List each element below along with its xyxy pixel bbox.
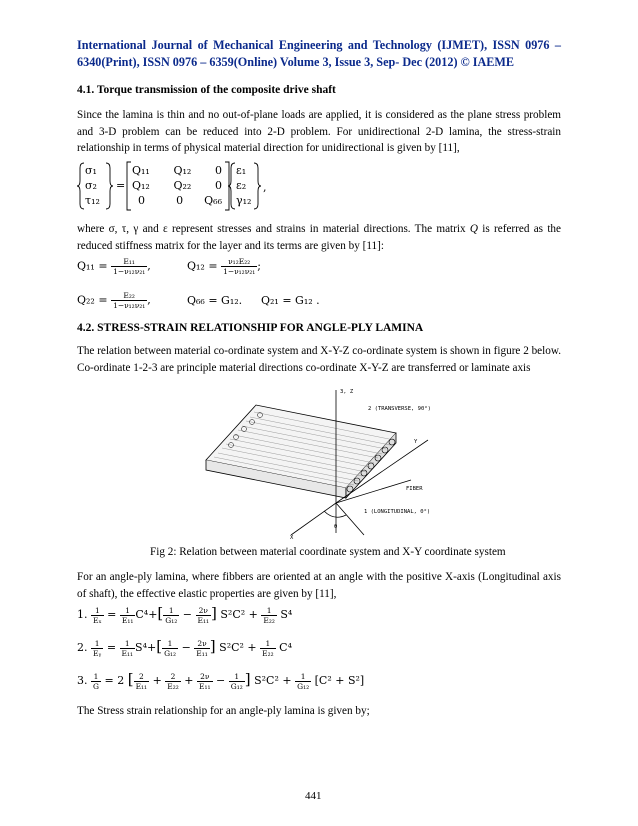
sigma2: σ₂ bbox=[85, 179, 97, 192]
formula-1: 1. $\frac{1}{\text{Eₓ}}$ = $\frac{1}{\text{E₁₁}}$ C⁴+[ $\frac{1}{\text{G₁₂}}$ − $\frac{2\nu}{\text{E₁₁}}$ ] S²C² + $\frac{1}{\text{E₂₂}}$ S⁴ bbox=[77, 604, 293, 625]
equation-q12: Q₁₂ = $\frac{\text{ν₁₂E₂₂}}{\text{1−ν₁₂ν₂₁}}$ ; bbox=[187, 257, 261, 276]
lamina-coordinate-figure bbox=[196, 385, 442, 540]
paragraph-reduced-stiffness: where σ, τ, γ and ε represent stresses and strains in material directions. The matrix Q is referred as the reduced stiffness matrix for the layer and its terms are given by [11]: bbox=[77, 223, 561, 252]
q12: Q₁₂ bbox=[173, 164, 192, 177]
q12b: Q₁₂ bbox=[132, 179, 150, 192]
journal-header: International Journal of Mechanical Engineering and Technology (IJMET), ISSN 0976 – 6340(Print), ISSN 0976 – 6359(Online) Volume 3, Issue 3, Sep- Dec (2012) © IAEME bbox=[77, 38, 561, 69]
paragraph-angle-ply: For an angle-ply lamina, where fibbers are oriented at an angle with the positive X-axis (Longitudinal axis of shaft), the effective elastic properties are given by [11], bbox=[77, 571, 561, 600]
equation-q21: Q₂₁ = G₁₂ . bbox=[261, 294, 320, 307]
label-longitudinal: 1 (LONGITUDINAL, 0°) bbox=[364, 509, 431, 515]
zero: 0 bbox=[215, 179, 222, 192]
equation-q66: Q₆₆ = G₁₂. bbox=[187, 294, 243, 307]
zero: 0 bbox=[138, 194, 145, 207]
label-x: X bbox=[290, 535, 294, 540]
label-z: 3, Z bbox=[340, 389, 354, 395]
label-y: Y bbox=[414, 439, 418, 445]
figure-caption: Fig 2: Relation between material coordinate system and X-Y coordinate system bbox=[150, 546, 506, 558]
q66: Q₆₆ bbox=[204, 194, 222, 207]
zero: 0 bbox=[215, 164, 222, 177]
zero: 0 bbox=[176, 194, 184, 207]
section-heading-4-1: 4.1. Torque transmission of the composite drive shaft bbox=[77, 84, 336, 96]
sigma1: σ₁ bbox=[85, 164, 97, 177]
tau12: τ₁₂ bbox=[85, 194, 100, 207]
paragraph-plane-stress: Since the lamina is thin and no out-of-plane loads are applied, it is considered as the plane stress problem and 3-D problem can be reduced into 2-D problem. For unidirectional 2-D lamina, the stress-strain relationship in terms of physical material direction for unidirectional is given by [11], bbox=[77, 109, 561, 154]
section-heading-4-2: 4.2. STRESS-STRAIN RELATIONSHIP FOR ANGLE-PLY LAMINA bbox=[77, 322, 424, 334]
matrix-equals: = bbox=[116, 179, 126, 192]
label-fiber: FIBER bbox=[406, 486, 423, 492]
formula-2: 2. $\frac{1}{\text{Eᵧ}}$ = $\frac{1}{\text{E₁₁}}$ S⁴+[ $\frac{1}{\text{G₁₂}}$ − $\frac{2\nu}{\text{E₁₁}}$ ] S²C² + $\frac{1}{\text{E₂₂}}$ C⁴ bbox=[77, 637, 292, 658]
equation-q22: Q₂₂ = $\frac{\text{E₂₂}}{\text{1−ν₁₂ν₂₁}}$ , bbox=[77, 291, 151, 310]
q22: Q₂₂ bbox=[173, 179, 192, 192]
matrix-comma: , bbox=[263, 181, 267, 194]
page-number: 441 bbox=[305, 790, 322, 802]
label-theta: θ bbox=[334, 524, 338, 530]
gamma12: γ₁₂ bbox=[236, 194, 252, 207]
stress-strain-matrix-equation bbox=[77, 160, 297, 212]
epsilon1: ε₁ bbox=[236, 164, 247, 177]
paragraph-stress-strain-angle-ply: The Stress strain relationship for an angle-ply lamina is given by; bbox=[77, 705, 370, 717]
paragraph-coordinate-system: The relation between material co-ordinate system and X-Y-Z co-ordinate system is shown in figure 2 below. Co-ordinate 1-2-3 are principle material directions co-ordinate X-Y-Z are transferred or laminate axis bbox=[77, 345, 561, 374]
q11: Q₁₁ bbox=[132, 164, 150, 177]
formula-3: 3. $\frac{1}{G}$ = 2 [ $\frac{2}{\text{E₁₁}}$ + $\frac{2}{\text{E₂₂}}$ + $\frac{2\nu}{\text{E₁₁}}$ − $\frac{1}{\text{G₁₂}}$ ] S²C² + $\frac{1}{\text{G₁₂}}$ [C² + S²] bbox=[77, 670, 365, 691]
label-transverse: 2 (TRANSVERSE, 90°) bbox=[368, 406, 431, 412]
equation-q11: Q₁₁ = $\frac{\text{E₁₁}}{\text{1−ν₁₂ν₂₁}}$ , bbox=[77, 257, 151, 276]
epsilon2: ε₂ bbox=[236, 179, 247, 192]
